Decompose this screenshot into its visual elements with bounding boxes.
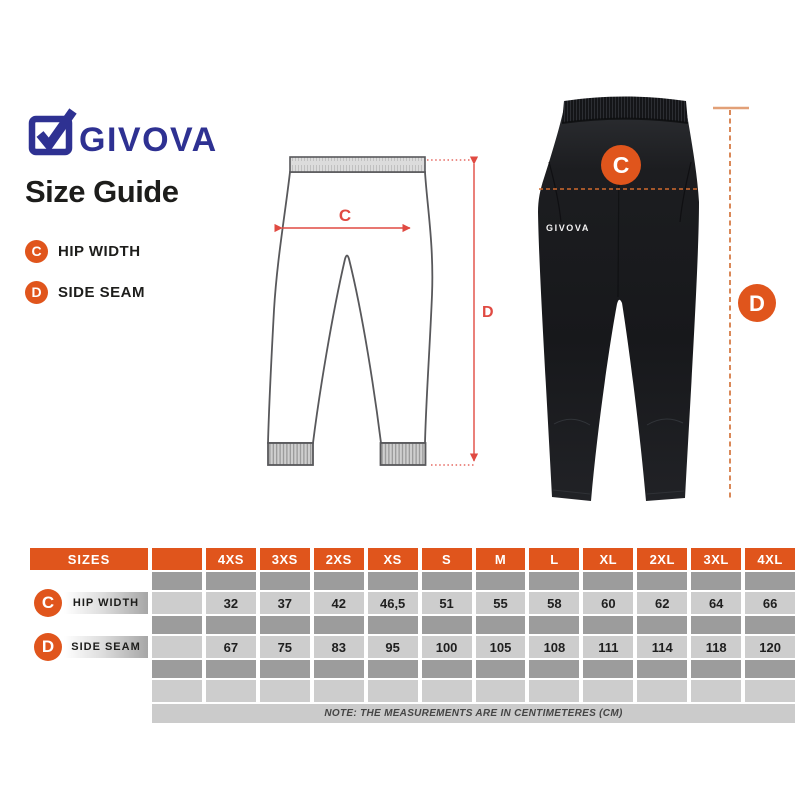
size-header-cell: 4XS	[206, 548, 256, 570]
legend-item-side-seam	[25, 280, 145, 304]
row-separator	[152, 572, 202, 590]
side-seam-value-cell: 114	[637, 636, 687, 658]
side-seam-value-cell: 111	[583, 636, 633, 658]
hip-width-value-cell: 42	[314, 592, 364, 614]
hip-width-key-badge: C	[34, 589, 62, 617]
row-separator	[637, 572, 687, 590]
pants-cuff-left	[268, 443, 313, 465]
row-separator	[368, 660, 418, 678]
legend-item-hip-width	[25, 239, 141, 263]
hip-width-value-cell: 64	[691, 592, 741, 614]
size-column-xs	[368, 548, 418, 702]
size-table	[30, 548, 795, 719]
givova-logo	[26, 104, 236, 156]
row-separator	[691, 660, 741, 678]
size-header-cell: 3XL	[691, 548, 741, 570]
blank-value-cell	[206, 680, 256, 702]
photo-pants-logo-text: GIVOVA	[546, 223, 590, 233]
pants-product-photo	[515, 92, 795, 517]
side-seam-key-badge: D	[34, 633, 62, 661]
size-header-cell: 2XL	[637, 548, 687, 570]
row-separator	[422, 660, 472, 678]
size-column-xl	[583, 548, 633, 702]
row-separator	[206, 660, 256, 678]
side-seam-value-cell: 67	[206, 636, 256, 658]
side-seam-row-title: SIDE SEAM	[64, 636, 148, 658]
row-separator	[368, 616, 418, 634]
row-separator	[691, 572, 741, 590]
legend-key-d-badge: D	[25, 281, 48, 304]
hip-width-value-cell: 51	[422, 592, 472, 614]
blank-value-cell	[691, 680, 741, 702]
row-separator	[637, 660, 687, 678]
sizes-header-cell: SIZES	[30, 548, 148, 570]
side-seam-value-cell: 118	[691, 636, 741, 658]
legend-label-hip-width: HIP WIDTH	[58, 242, 141, 260]
hip-width-value-cell: 66	[745, 592, 795, 614]
row-separator	[583, 616, 633, 634]
measurements-note: NOTE: THE MEASUREMENTS ARE IN CENTIMETERES (CM)	[152, 704, 795, 723]
row-separator	[529, 572, 579, 590]
row-separator	[422, 616, 472, 634]
size-table-label-column	[30, 548, 148, 702]
row-separator	[422, 572, 472, 590]
size-header-cell: L	[529, 548, 579, 570]
size-column-2xl	[637, 548, 687, 702]
row-separator	[314, 572, 364, 590]
size-column-3xl	[691, 548, 741, 702]
side-seam-value-cell: 120	[745, 636, 795, 658]
size-header-cell: M	[476, 548, 526, 570]
row-separator	[745, 616, 795, 634]
size-column-3xs	[260, 548, 310, 702]
blank-value-cell	[583, 680, 633, 702]
row-separator	[745, 572, 795, 590]
hip-width-value-cell: 58	[529, 592, 579, 614]
side-seam-value-cell: 108	[529, 636, 579, 658]
hip-width-value-cell: 32	[206, 592, 256, 614]
row-separator	[314, 616, 364, 634]
row-separator	[583, 660, 633, 678]
side-seam-row-label	[30, 636, 148, 658]
size-header-cell: 2XS	[314, 548, 364, 570]
blank-value-cell	[368, 680, 418, 702]
size-header-cell: 3XS	[260, 548, 310, 570]
size-header-cell: XL	[583, 548, 633, 570]
row-separator	[637, 616, 687, 634]
hip-width-row-label	[30, 592, 148, 614]
blank-value-cell	[152, 592, 202, 614]
row-separator	[529, 616, 579, 634]
hip-width-measure-letter: C	[338, 206, 352, 225]
size-column-l	[529, 548, 579, 702]
side-seam-measure-letter: D	[482, 304, 494, 321]
side-seam-value-cell: 75	[260, 636, 310, 658]
size-header-cell: XS	[368, 548, 418, 570]
legend-label-side-seam: SIDE SEAM	[58, 283, 146, 301]
pants-waistband	[290, 157, 425, 172]
size-column-m	[476, 548, 526, 702]
photo-seam-badge-letter: D	[749, 291, 765, 316]
row-separator	[529, 660, 579, 678]
page-title: Size Guide	[25, 174, 179, 209]
hip-width-value-cell: 60	[583, 592, 633, 614]
hip-width-value-cell: 37	[260, 592, 310, 614]
row-separator	[206, 616, 256, 634]
side-seam-value-cell: 83	[314, 636, 364, 658]
blank-value-cell	[637, 680, 687, 702]
row-separator	[476, 660, 526, 678]
blank-header-cell	[152, 548, 202, 570]
hip-width-value-cell: 55	[476, 592, 526, 614]
row-separator	[260, 660, 310, 678]
row-separator	[476, 572, 526, 590]
row-separator	[152, 616, 202, 634]
blank-value-cell	[152, 636, 202, 658]
row-separator	[152, 660, 202, 678]
legend-key-c-badge: C	[25, 240, 48, 263]
row-separator	[206, 572, 256, 590]
blank-value-cell	[260, 680, 310, 702]
blank-value-cell	[476, 680, 526, 702]
row-separator	[314, 660, 364, 678]
hip-width-value-cell: 62	[637, 592, 687, 614]
row-separator	[583, 572, 633, 590]
blank-value-cell	[422, 680, 472, 702]
spacer-column	[152, 548, 202, 702]
size-column-4xs	[206, 548, 256, 702]
row-separator	[691, 616, 741, 634]
blank-value-cell	[152, 680, 202, 702]
blank-value-cell	[529, 680, 579, 702]
side-seam-value-cell: 95	[368, 636, 418, 658]
size-header-cell: S	[422, 548, 472, 570]
hip-width-value-cell: 46,5	[368, 592, 418, 614]
side-seam-value-cell: 100	[422, 636, 472, 658]
row-separator	[745, 660, 795, 678]
pants-measurement-diagram	[258, 145, 503, 480]
row-separator	[260, 616, 310, 634]
pants-cuff-right	[381, 443, 426, 465]
side-seam-value-cell: 105	[476, 636, 526, 658]
photo-hip-badge-letter: C	[612, 152, 630, 178]
row-separator	[476, 616, 526, 634]
size-column-4xl	[745, 548, 795, 702]
row-separator	[368, 572, 418, 590]
size-column-2xs	[314, 548, 364, 702]
blank-value-cell	[314, 680, 364, 702]
size-column-s	[422, 548, 472, 702]
row-separator	[260, 572, 310, 590]
size-header-cell: 4XL	[745, 548, 795, 570]
logo-text: GIVOVA	[79, 121, 218, 156]
hip-width-row-title: HIP WIDTH	[64, 592, 148, 614]
blank-value-cell	[745, 680, 795, 702]
